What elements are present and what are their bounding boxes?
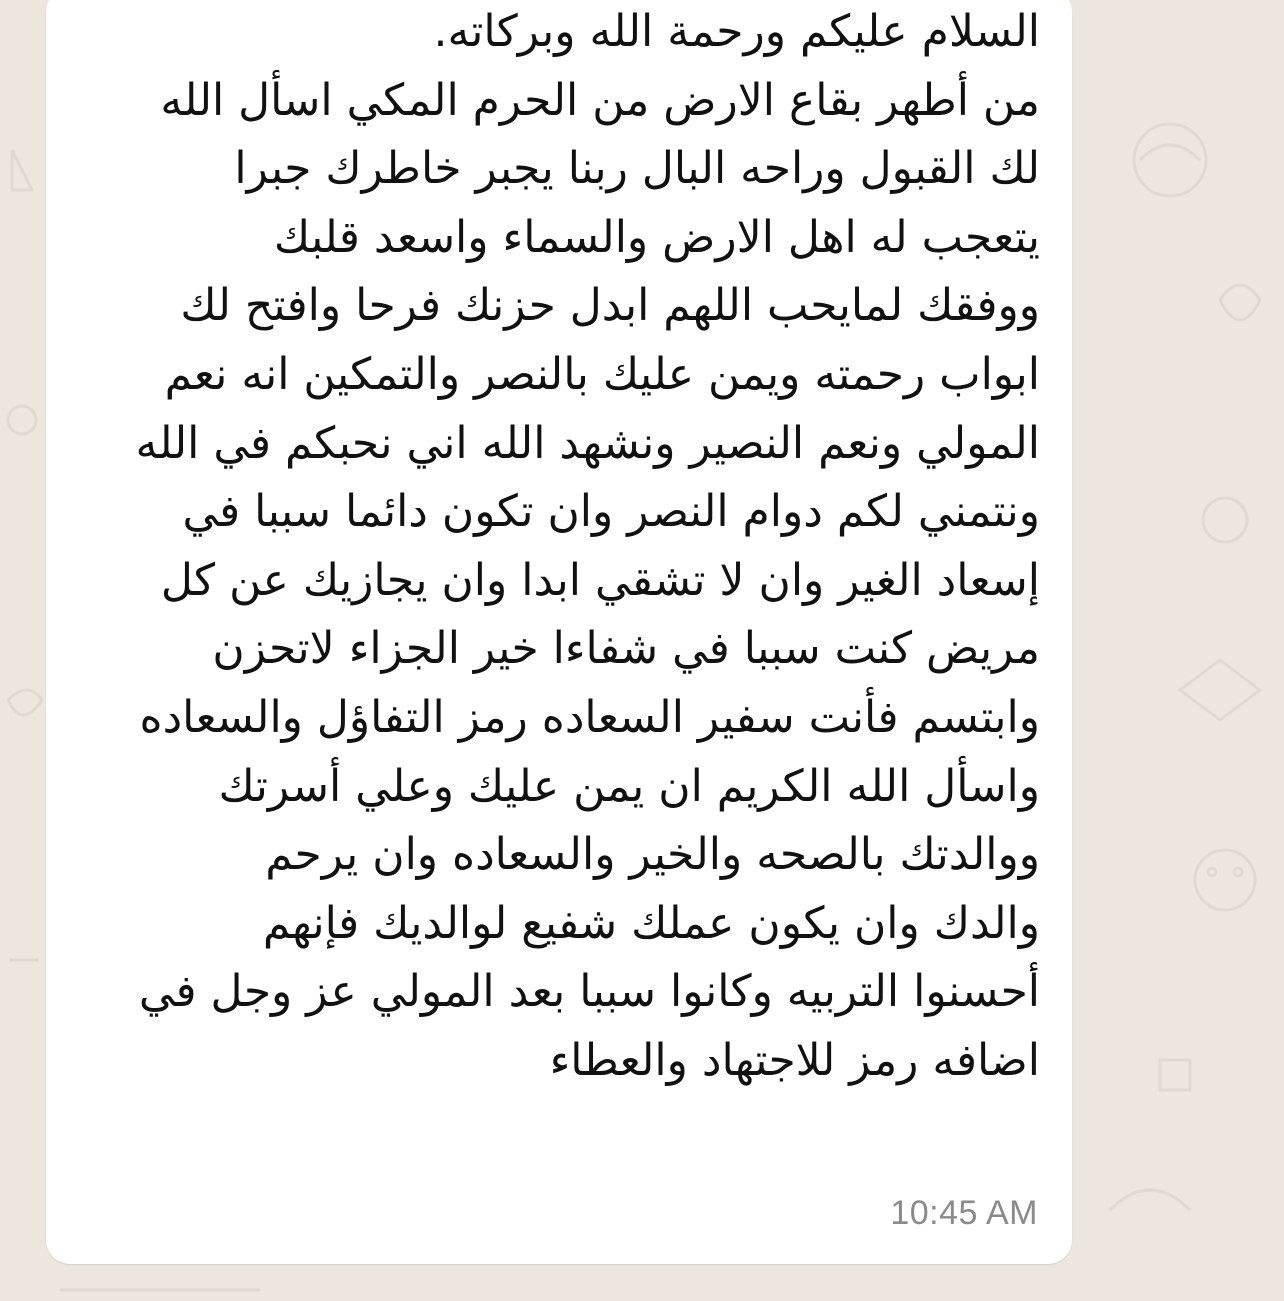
message-line: ونتمني لكم دوام النصر وان تكون دائما سببا في [182,486,1040,538]
message-timestamp: 10:45 AM [890,1194,1038,1232]
message-line: أحسنوا التربيه وكانوا سببا بعد المولي عز وجل في [138,966,1040,1018]
message-line: ابواب رحمته ويمن عليك بالنصر والتمكين انه نعم [164,348,1040,400]
message-line: إسعاد الغير وان لا تشقي ابدا وان يجازيك عن كل [160,554,1040,606]
message-line: لك القبول وراحه البال ربنا يجبر خاطرك جبرا [234,143,1040,195]
message-bubble[interactable] [46,0,1072,1264]
message-text [60,0,1040,1096]
message-line: وابتسم فأنت سفير السعاده رمز التفاؤل والسعاده [139,691,1040,743]
message-line: ووفقك لمايحب اللهم ابدل حزنك فرحا وافتح لك [180,280,1040,332]
message-line: السلام عليكم ورحمة الله وبركاته. [433,6,1040,57]
message-line: من أطهر بقاع الارض من الحرم المكي اسأل الله [160,74,1040,126]
message-line: اضافه رمز للاجتهاد والعطاء [549,1034,1040,1086]
message-line: واسأل الله الكريم ان يمن عليك وعلي أسرتك [218,760,1040,812]
message-line: مريض كنت سببا في شفاءا خير الجزاء لاتحزن [212,623,1040,675]
message-line: والدك وان يكون عملك شفيع لوالديك فإنهم [262,897,1040,949]
message-line: يتعجب له اهل الارض والسماء واسعد قلبك [273,211,1040,263]
message-line: المولي ونعم النصير ونشهد الله اني نحبكم في الله [135,417,1040,469]
message-line: ووالدتك بالصحه والخير والسعاده وان يرحم [265,829,1040,881]
